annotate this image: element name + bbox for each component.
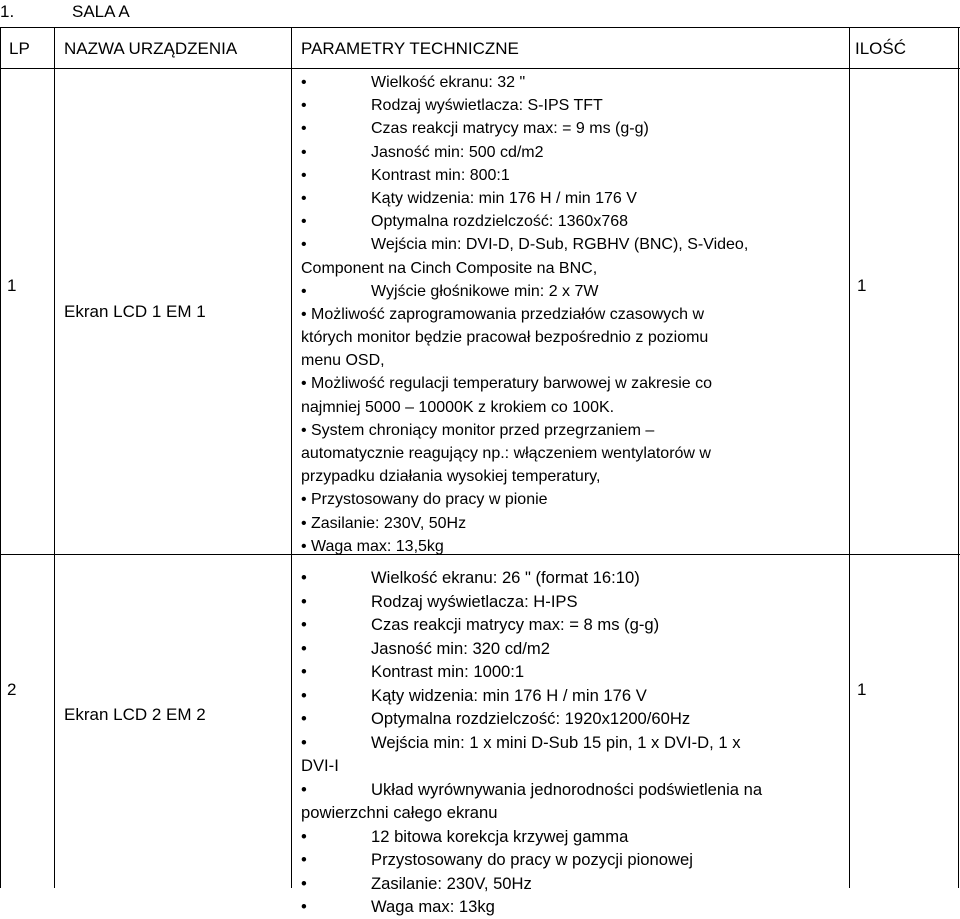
- param-line: • Czas reakcji matrycy max: = 9 ms (g-g): [301, 117, 748, 140]
- param-line: • Możliwość regulacji temperatury barwowej w zakresie co: [301, 372, 748, 395]
- param-line: • Waga max: 13kg: [301, 895, 762, 919]
- table-border-header: [0, 68, 960, 69]
- param-line: • Zasilanie: 230V, 50Hz: [301, 512, 748, 535]
- table-border-col2: [291, 27, 292, 888]
- row1-device-name: Ekran LCD 1 EM 1: [64, 302, 206, 321]
- section-number: 1.: [0, 2, 15, 21]
- param-line: Component na Cinch Composite na BNC,: [301, 259, 598, 277]
- param-line: • Optymalna rozdzielczość: 1360x768: [301, 210, 748, 233]
- param-line: • System chroniący monitor przed przegrzaniem –: [301, 419, 748, 442]
- row1-params: [301, 71, 748, 558]
- param-line: których monitor będzie pracował bezpośrednio z poziomu: [301, 329, 709, 347]
- param-line: • Przystosowany do pracy w pozycji pionowej: [301, 848, 762, 872]
- param-line: DVI-I: [301, 756, 339, 775]
- param-line: • Optymalna rozdzielczość: 1920x1200/60Hz: [301, 707, 762, 731]
- header-device-name: NAZWA URZĄDZENIA: [64, 39, 238, 58]
- param-line: • Rodzaj wyświetlacza: S-IPS TFT: [301, 94, 748, 117]
- param-line: • Wejścia min: DVI-D, D-Sub, RGBHV (BNC), S-Video,: [301, 233, 748, 256]
- param-line: menu OSD,: [301, 352, 385, 370]
- param-line: • Wielkość ekranu: 32 ": [301, 71, 748, 94]
- table-border-top: [0, 27, 960, 28]
- param-line: • Jasność min: 500 cd/m2: [301, 141, 748, 164]
- row2-lp: 2: [7, 680, 17, 699]
- table-border-col1: [54, 27, 55, 888]
- header-quantity: ILOŚĆ: [855, 39, 907, 58]
- row1-lp: 1: [7, 276, 17, 295]
- param-line: najmniej 5000 – 10000K z krokiem co 100K.: [301, 398, 615, 416]
- row1-quantity: 1: [857, 276, 867, 295]
- param-line: • Wejścia min: 1 x mini D-Sub 15 pin, 1 x DVI-D, 1 x: [301, 731, 762, 755]
- param-line: • Możliwość zaprogramowania przedziałów czasowych w: [301, 303, 748, 326]
- param-line: • Zasilanie: 230V, 50Hz: [301, 872, 762, 896]
- row2-quantity: 1: [857, 680, 867, 699]
- param-line: przypadku działania wysokiej temperatury,: [301, 468, 601, 486]
- param-line: • Czas reakcji matrycy max: = 8 ms (g-g): [301, 613, 762, 637]
- param-line: • Wielkość ekranu: 26 " (format 16:10): [301, 566, 762, 590]
- table-border-left: [0, 27, 1, 888]
- param-line: powierzchni całego ekranu: [301, 803, 498, 822]
- param-line: • Przystosowany do pracy w pionie: [301, 488, 748, 511]
- param-line: • Kąty widzenia: min 176 H / min 176 V: [301, 187, 748, 210]
- param-line: • Rodzaj wyświetlacza: H-IPS: [301, 590, 762, 614]
- param-line: automatycznie reagujący np.: włączeniem wentylatorów w: [301, 445, 711, 462]
- table-border-right: [958, 27, 959, 888]
- param-line: • Układ wyrównywania jednorodności podświetlenia na: [301, 778, 762, 802]
- param-line: • Kąty widzenia: min 176 H / min 176 V: [301, 684, 762, 708]
- param-line: • 12 bitowa korekcja krzywej gamma: [301, 825, 762, 849]
- param-line: • Waga max: 13,5kg: [301, 535, 748, 558]
- row2-params: [301, 566, 762, 919]
- param-line: • Wyjście głośnikowe min: 2 x 7W: [301, 280, 748, 303]
- param-line: • Jasność min: 320 cd/m2: [301, 637, 762, 661]
- header-technical-params: PARAMETRY TECHNICZNE: [301, 39, 519, 58]
- header-lp: LP: [9, 39, 30, 58]
- param-line: • Kontrast min: 1000:1: [301, 660, 762, 684]
- row2-device-name: Ekran LCD 2 EM 2: [64, 705, 206, 724]
- table-border-col3: [849, 27, 850, 888]
- param-line: • Kontrast min: 800:1: [301, 164, 748, 187]
- section-title: SALA A: [72, 2, 130, 21]
